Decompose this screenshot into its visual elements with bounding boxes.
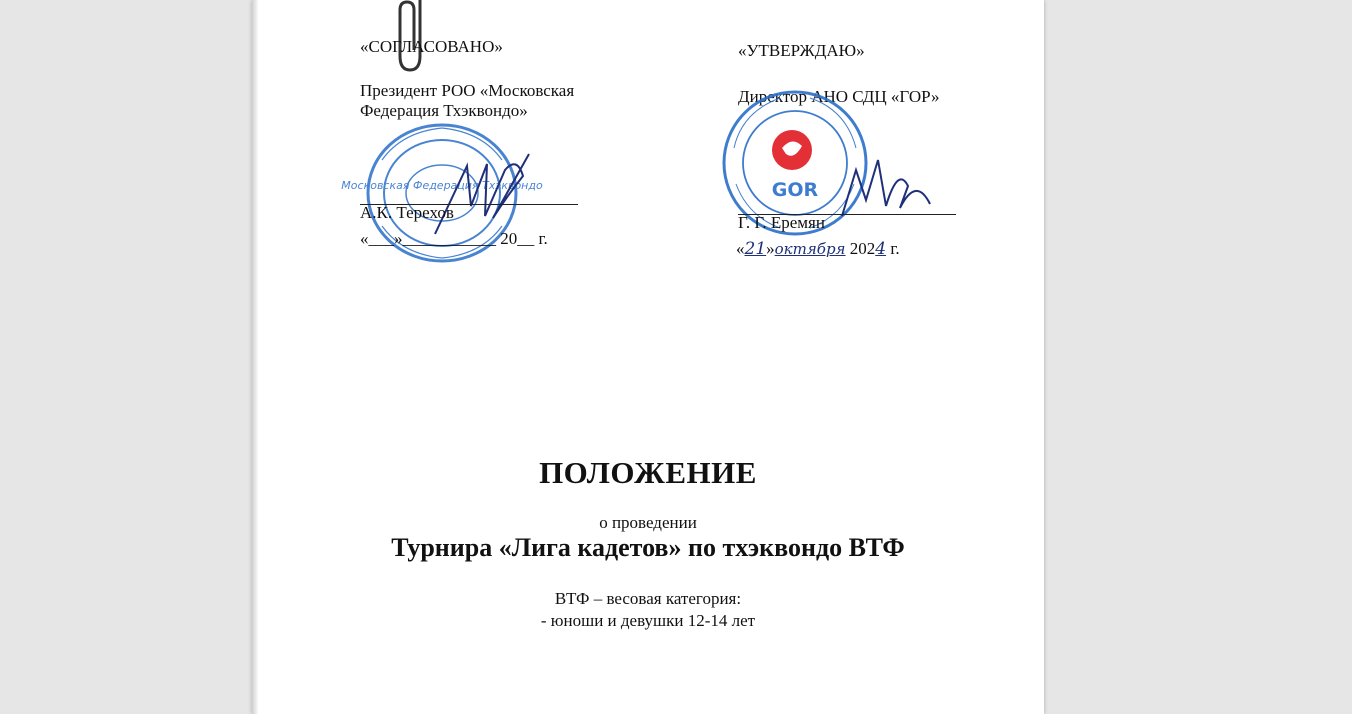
date-year-digit: 4: [875, 239, 887, 259]
approval-date-right: «21»октября 2024 г.: [736, 239, 900, 259]
director-title: Директор АНО СДЦ «ГОР»: [738, 87, 940, 106]
age-group: - юноши и девушки 12-14 лет: [540, 611, 756, 630]
director-name: Г. Г. Еремян: [738, 213, 825, 232]
document-page: [252, 0, 1044, 714]
president-title-line2: Федерация Тхэквондо»: [360, 101, 528, 120]
date-month: октября: [774, 240, 846, 258]
approval-heading-left: «СОГЛАСОВАНО»: [360, 37, 503, 56]
approval-heading-right: «УТВЕРЖДАЮ»: [738, 41, 865, 60]
event-name: Турнира «Лига кадетов» по тхэквондо ВТФ: [391, 533, 905, 562]
date-day: 21: [744, 239, 767, 259]
document-subtitle: о проведении: [599, 513, 697, 532]
approval-date-left: «___»___________ 20__ г.: [360, 229, 548, 248]
document-title: ПОЛОЖЕНИЕ: [539, 455, 757, 490]
president-title-line1: Президент РОО «Московская: [360, 81, 575, 100]
svg-text:Московская Федерация Тхэквондо: Московская Федерация Тхэквондо: [341, 179, 543, 192]
president-name: А.К. Терехов: [360, 203, 454, 222]
weight-category: ВТФ – весовая категория:: [554, 589, 742, 608]
svg-text:GOR: GOR: [771, 179, 819, 201]
